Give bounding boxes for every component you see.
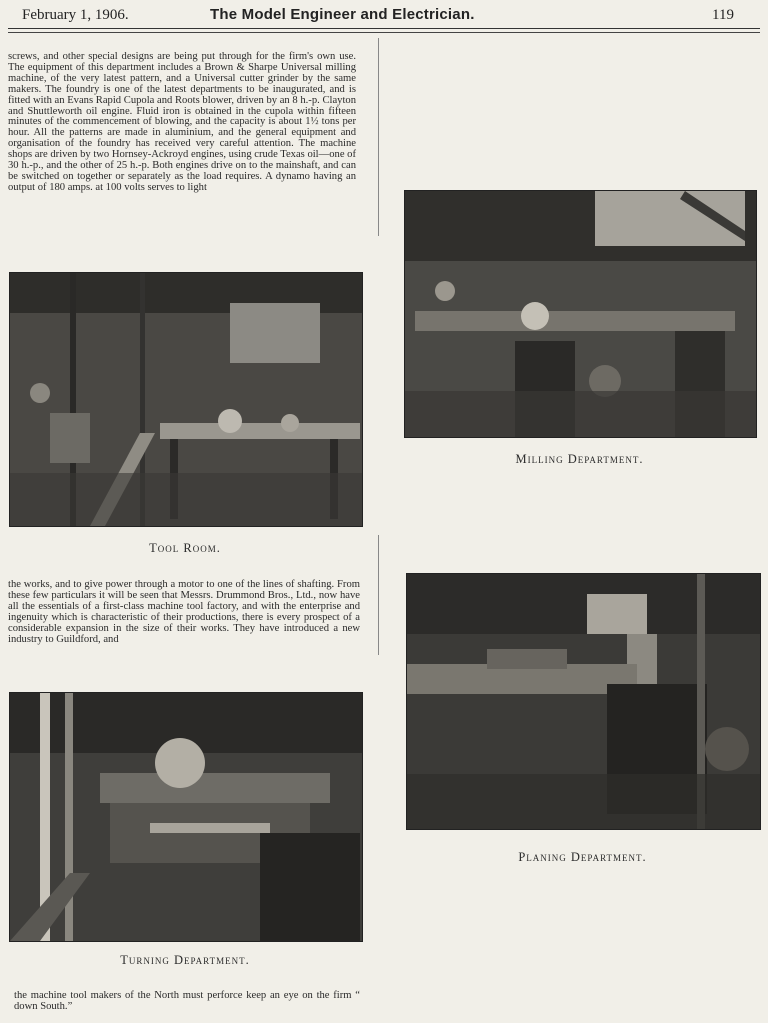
column-divider-top bbox=[378, 38, 379, 236]
journal-title: The Model Engineer and Electrician. bbox=[210, 6, 475, 23]
milling-department-caption: Milling Department. bbox=[515, 452, 644, 466]
body-paragraph-3: the machine tool makers of the North must perforce keep an eye on the firm “ down South.” bbox=[14, 990, 360, 1012]
tool-room-photo bbox=[9, 272, 363, 527]
turning-department-photo bbox=[9, 692, 363, 942]
body-paragraph-2: the works, and to give power through a motor to one of the lines of shafting. From these few particulars it will be seen that Messrs. Drummond Bros., Ltd., now have all the essentials of a first-class machine tool factory, and with the enterprise and ingenuity which is characteristic of their productions, there is every prospect of a considerable expansion in the size of their works. They have introduced a new industry to Guildford, and bbox=[8, 579, 360, 645]
header-rule-top bbox=[8, 28, 760, 29]
header-date: February 1, 1906. bbox=[22, 7, 129, 23]
planing-department-caption: Planing Department. bbox=[518, 850, 647, 864]
tool-room-caption: Tool Room. bbox=[149, 541, 221, 555]
milling-department-photo bbox=[404, 190, 757, 438]
header-rule-bottom bbox=[8, 32, 760, 33]
planing-department-photo bbox=[406, 573, 761, 830]
turning-department-caption: Turning Department. bbox=[120, 953, 250, 967]
column-divider-middle bbox=[378, 535, 379, 655]
body-paragraph-1: screws, and other special designs are being put through for the firm's own use. The equipment of this department includes a Brown & Sharpe Universal milling machine, of the very latest pattern, and a Universal cutter grinder by the same makers. The foundry is one of the latest departments to be inaugurated, and is fitted with an Evans Rapid Cupola and Roots blower, driven by an 8 h.-p. Clayton and Shuttleworth oil engine. Fluid iron is obtained in the cupola within fifteen minutes of the commencement of blowing, and the capacity is about 1½ tons per hour. All the patterns are made in aluminium, and the general equipment and organisation of the foundry has received very careful attention. The machine shops are driven by two Hornsey-Ackroyd engines, using crude Texas oil—one of 30 h.-p., and the other of 25 h.-p. Both engines drive on to the mainshaft, and can be switched on together or separately as the load requires. A dynamo having an output of 180 amps. at 100 volts serves to light bbox=[8, 51, 356, 193]
page-number: 119 bbox=[712, 7, 734, 23]
